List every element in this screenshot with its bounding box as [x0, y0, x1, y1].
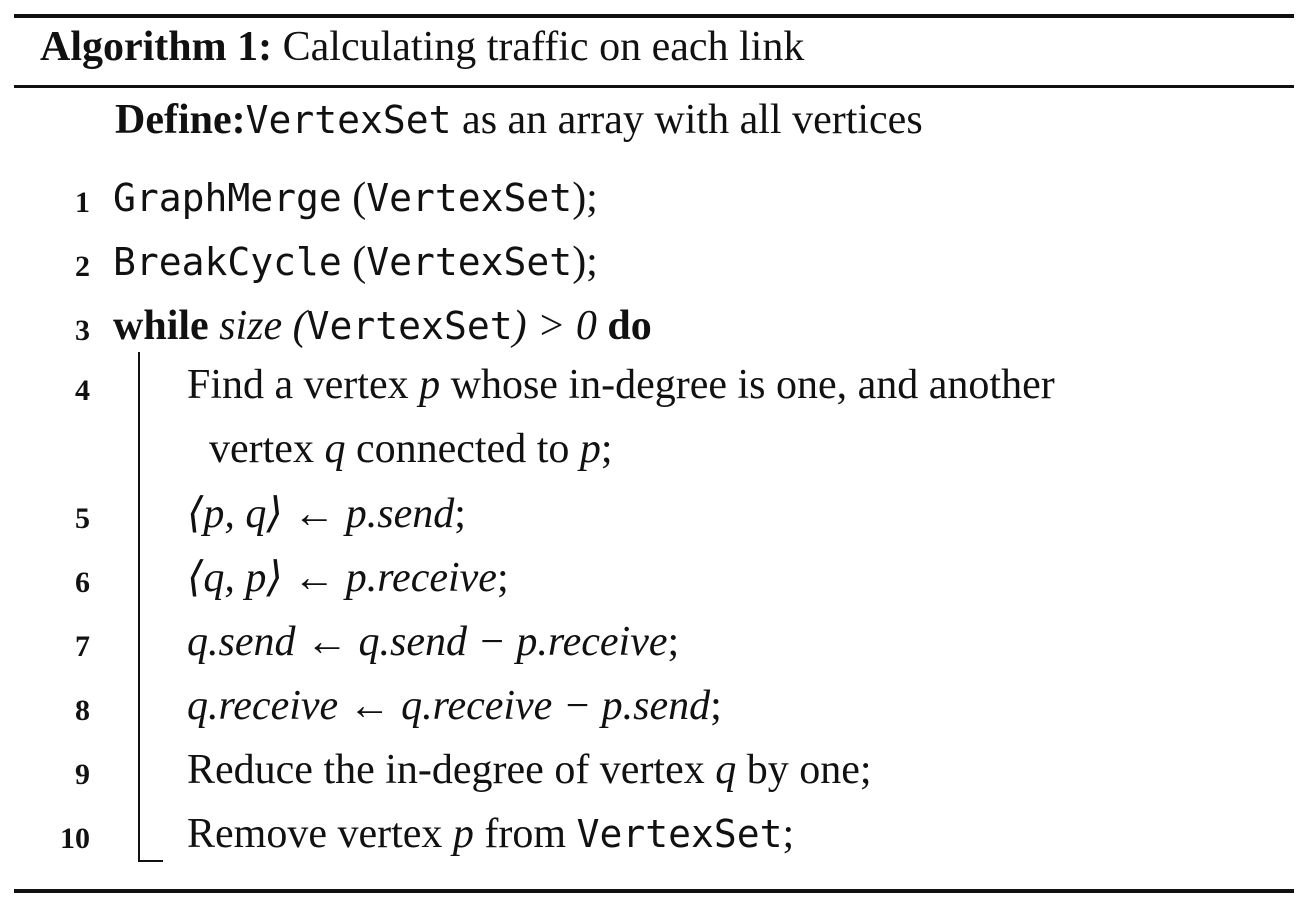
algo-line-6: ⟨q, p⟩ ← p.receive;	[187, 555, 509, 601]
line-number: 8	[75, 694, 90, 727]
algo-line-10: Remove vertex p from VertexSet;	[187, 811, 795, 857]
line-number: 3	[75, 314, 90, 347]
top-rule	[14, 14, 1294, 18]
algo-line-3: while size (VertexSet) > 0 do	[113, 303, 652, 349]
line-number: 1	[75, 186, 90, 219]
line-number: 7	[75, 630, 90, 663]
algo-line-4: Find a vertex p whose in-degree is one, and another	[187, 362, 1055, 408]
algo-line-4-cont: vertex q connected to p;	[209, 426, 613, 472]
var-vertexset: VertexSet	[245, 98, 452, 142]
algo-line-8: q.receive ← q.receive − p.send;	[187, 683, 722, 729]
line-number: 10	[60, 822, 90, 855]
line-number: 4	[75, 374, 90, 407]
line-number: 6	[75, 566, 90, 599]
algo-line-9: Reduce the in-degree of vertex q by one;	[187, 747, 872, 793]
algorithm-label: Algorithm 1:	[40, 24, 273, 70]
algo-line-7: q.send ← q.send − p.receive;	[187, 619, 680, 665]
header-rule	[14, 85, 1294, 88]
line-number: 5	[75, 502, 90, 535]
algorithm-caption: Calculating traffic on each link	[282, 24, 805, 70]
algo-line-2: BreakCycle (VertexSet);	[113, 239, 598, 285]
algorithm-title	[40, 23, 804, 71]
algo-line-1: GraphMerge (VertexSet);	[113, 175, 598, 221]
line-number: 2	[75, 250, 90, 283]
line-number: 9	[75, 758, 90, 791]
while-block-end	[138, 860, 163, 862]
algo-line-5: ⟨p, q⟩ ← p.send;	[187, 491, 466, 537]
define-line: Define:VertexSet as an array with all vertices	[115, 97, 923, 143]
bottom-rule	[14, 889, 1294, 893]
while-block-bar	[138, 352, 140, 862]
